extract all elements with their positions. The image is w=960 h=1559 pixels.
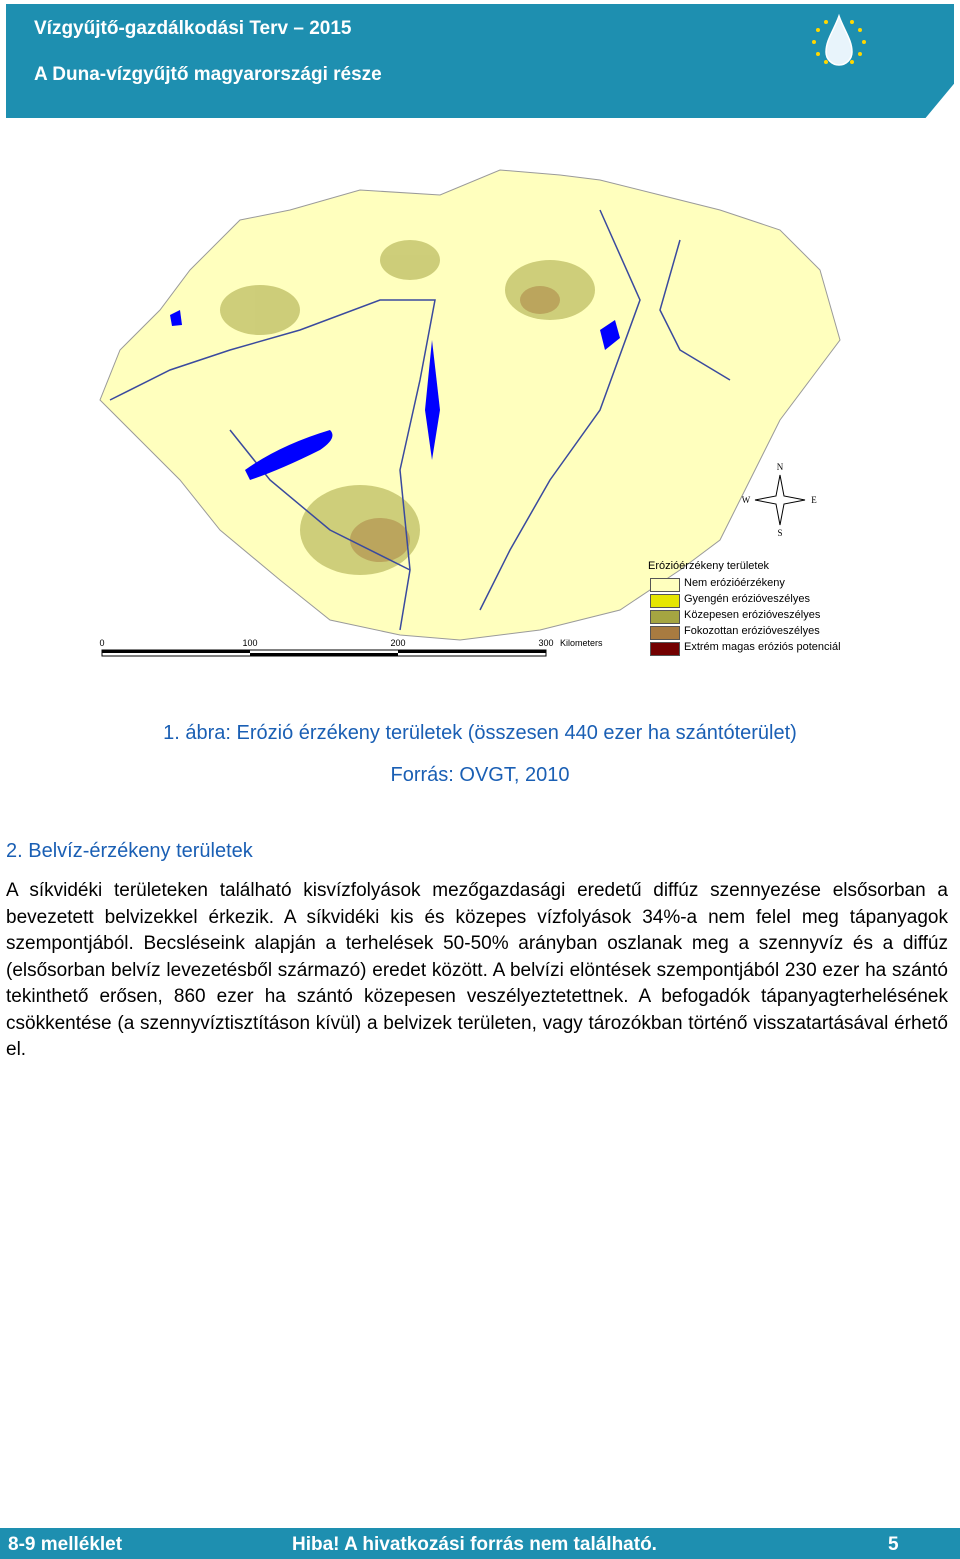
footer-reference-error: Hiba! A hivatkozási forrás nem található. xyxy=(292,1534,657,1555)
page-number: 5 xyxy=(888,1534,899,1555)
legend-swatch xyxy=(650,578,680,592)
erosion-map xyxy=(80,150,880,670)
footer-bar xyxy=(0,1528,960,1559)
legend-label: Extrém magas eróziós potenciál xyxy=(684,641,841,653)
legend-label: Közepesen erózióveszélyes xyxy=(684,609,821,621)
legend-swatch xyxy=(650,594,680,608)
legend-swatch xyxy=(650,626,680,640)
compass-e: E xyxy=(811,495,817,505)
legend-label: Nem erózióérzékeny xyxy=(684,577,785,589)
footer-annex-label: 8-9 melléklet xyxy=(8,1534,123,1555)
scale-tick: 300 xyxy=(538,638,554,648)
document-subtitle: A Duna-vízgyűjtő magyarországi része xyxy=(34,64,382,85)
section-heading: 2. Belvíz-érzékeny területek xyxy=(6,840,253,862)
legend-swatch xyxy=(650,642,680,656)
compass-s: S xyxy=(777,528,783,538)
compass-w: W xyxy=(741,495,751,505)
figure-source: Forrás: OVGT, 2010 xyxy=(390,764,570,786)
figure-caption: 1. ábra: Erózió érzékeny területek (összesen 440 ezer ha szántóterület) xyxy=(163,722,797,744)
legend-label: Fokozottan erózióveszélyes xyxy=(684,625,820,637)
section-body: A síkvidéki területeken található kisvízfolyások mezőgazdasági eredetű diffúz szennyezése elsősorban a bevezetett belvizekkel érkezik. A síkvidéki kis és közepes vízfolyások 34%-a nem felel meg tápanyagok szempontjából. Becsléseink alapján a terhelések 50-50% arányban oszlanak meg a szennyvíz és a diffúz (elsősorban belvíz levezetésből származó) eredet között. A belvízi elöntések szempontjából 230 ezer ha szántó tekinthető erősen, 860 ezer ha szántó közepesen veszélyeztetettnek. A befogadók tápanyagterhelésének csökkentése (a szennyvíztisztításon kívül) a belvizek területen, vagy tározókban történő visszatartásával érhető el. xyxy=(6,880,948,1060)
scale-tick: 200 xyxy=(390,638,406,648)
document-title: Vízgyűjtő-gazdálkodási Terv – 2015 xyxy=(34,18,352,39)
scale-bar xyxy=(99,638,603,656)
scale-tick: 100 xyxy=(242,638,258,648)
compass-n: N xyxy=(776,462,784,472)
legend-swatch xyxy=(650,610,680,624)
scale-unit: Kilometers xyxy=(560,638,603,648)
eu-water-drop-logo xyxy=(804,12,874,74)
legend-label: Gyengén erózióveszélyes xyxy=(684,593,810,605)
legend-title: Erózióérzékeny területek xyxy=(648,560,770,572)
scale-tick: 0 xyxy=(99,638,105,648)
